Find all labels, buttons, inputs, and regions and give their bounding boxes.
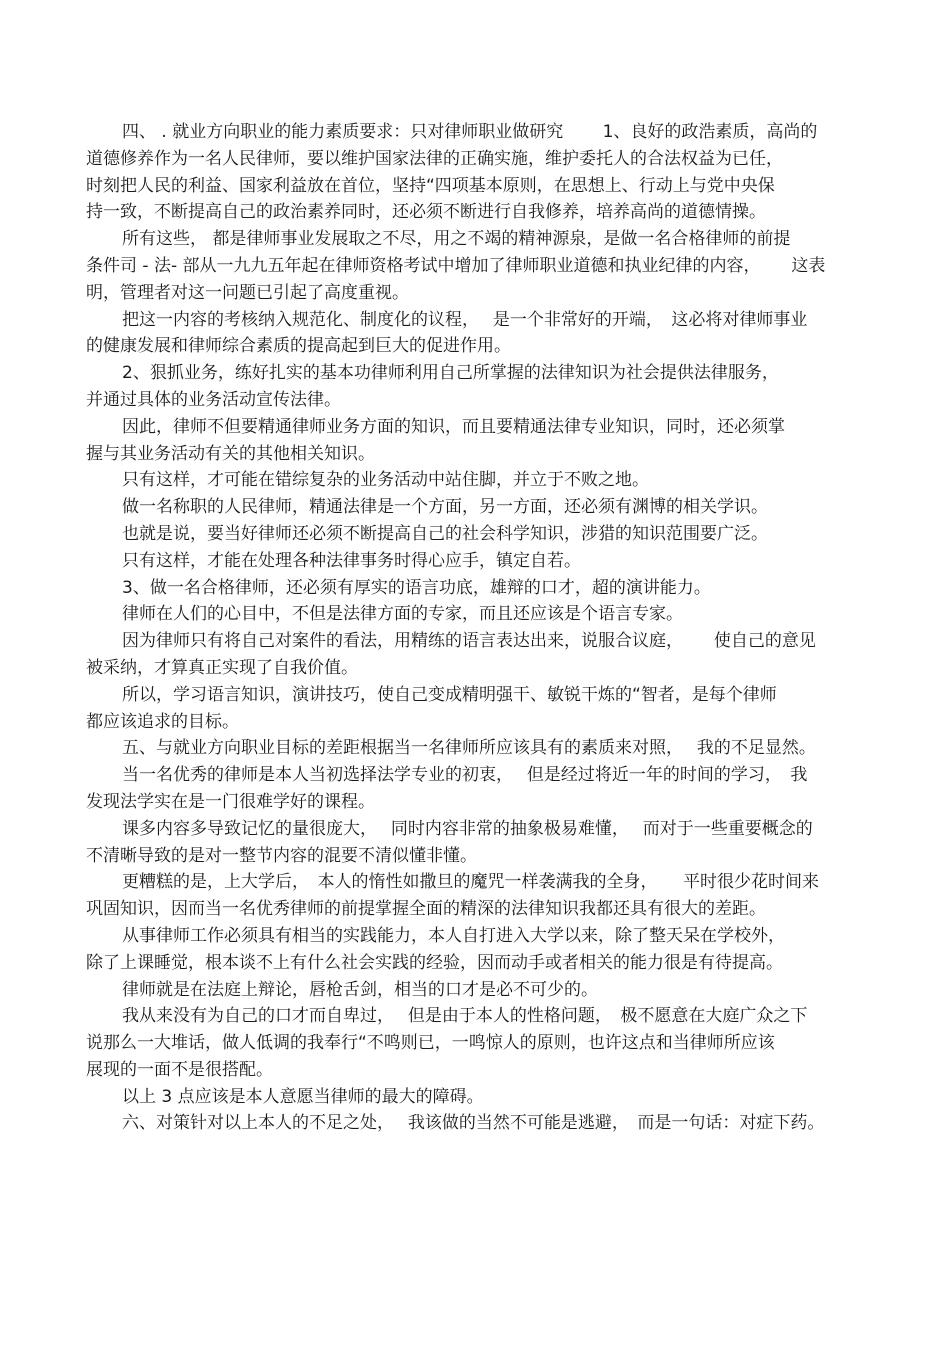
paragraph-line: 条件司 - 法- 部从一九九五年起在律师资格考试中增加了律师职业道德和执业纪律的内容， 这表 [86, 255, 826, 276]
paragraph-line: 时刻把人民的利益、国家利益放在首位，坚持“四项基本原则，在思想上、行动上与党中央保 [86, 175, 775, 196]
paragraph-line: 把这一内容的考核纳入规范化、制度化的议程， 是一个非常好的开端， 这必将对律师事业 [122, 309, 808, 330]
paragraph-line: 做一名称职的人民律师，精通法律是一个方面，另一方面，还必须有渊博的相关学识。 [122, 497, 768, 518]
paragraph-line: 课多内容多导致记忆的量很庞大， 同时内容非常的抽象极易难懂， 而对于一些重要概念的 [122, 818, 813, 839]
paragraph-line: 四、 . 就业方向职业的能力素质要求：只对律师职业做研究 1、良好的政浩素质，高尚的 [122, 122, 818, 142]
paragraph-line: 所有这些， 都是律师事业发展取之不尽，用之不竭的精神源泉，是做一名合格律师的前提 [122, 229, 791, 250]
paragraph-line: 六、对策针对以上本人的不足之处， 我该做的当然不可能是逃避， 而是一句话：对症下药。 [122, 1113, 825, 1134]
paragraph-line: 只有这样，才可能在错综复杂的业务活动中站住脚，并立于不败之地。 [122, 470, 649, 491]
paragraph-line: 不清晰导致的是对一整节内容的混要不清似懂非懂。 [86, 845, 477, 866]
document-body [86, 119, 876, 1137]
paragraph-line: 发现法学实在是一门很难学好的课程。 [86, 791, 375, 812]
paragraph-line: 所以，学习语言知识，演讲技巧，使自己变成精明强干、敏锐干炼的“智者，是每个律师 [122, 684, 777, 705]
paragraph-line: 更糟糕的是，上大学后， 本人的惰性如撒旦的魔咒一样袭满我的全身， 平时很少花时间来 [122, 872, 819, 893]
paragraph-line: 巩固知识，因而当一名优秀律师的前提掌握全面的精深的法律知识我都还具有很大的差距。 [86, 899, 766, 920]
paragraph-line: 展现的一面不是很搭配。 [86, 1059, 273, 1080]
paragraph-line: 除了上课睡觉，根本谈不上有什么社会实践的经验，因而动手或者相关的能力很是有待提高。 [86, 952, 783, 973]
paragraph-line: 因为律师只有将自己对案件的看法，用精练的语言表达出来，说服合议庭， 使自己的意见 [122, 631, 816, 652]
paragraph-line: 律师在人们的心目中，不但是法律方面的专家，而且还应该是个语言专家。 [122, 604, 683, 625]
paragraph-line: 律师就是在法庭上辩论，唇枪舌剑，相当的口才是必不可少的。 [122, 979, 598, 1000]
paragraph-line: 因此，律师不但要精通律师业务方面的知识，而且要精通法律专业知识，同时，还必须掌 [122, 416, 785, 437]
paragraph-line: 3、做一名合格律师，还必须有厚实的语言功底，雄辩的口才，超的演讲能力。 [122, 577, 711, 598]
paragraph-line: 被采纳，才算真正实现了自我价值。 [86, 657, 358, 678]
paragraph-line: 都应该追求的目标。 [86, 711, 239, 732]
paragraph-line: 也就是说，要当好律师还必须不断提高自己的社会科学知识，涉猎的知识范围要广泛。 [122, 523, 768, 544]
paragraph-line: 从事律师工作必须具有相当的实践能力，本人自打进入大学以来，除了整天呆在学校外， [122, 925, 785, 946]
paragraph-line: 只有这样，才能在处理各种法律事务时得心应手，镇定自若。 [122, 550, 581, 571]
paragraph-line: 道德修养作为一名人民律师，要以维护国家法律的正确实施，维护委托人的合法权益为已任， [86, 148, 783, 169]
paragraph-line: 握与其业务活动有关的其他相关知识。 [86, 443, 375, 464]
paragraph-line: 当一名优秀的律师是本人当初选择法学专业的初衷， 但是经过将近一年的时间的学习， 我 [122, 765, 808, 786]
paragraph-line: 2、狠抓业务，练好扎实的基本功律师利用自己所掌握的法律知识为社会提供法律服务， [122, 363, 779, 384]
paragraph-line: 以上 3 点应该是本人意愿当律师的最大的障碍。 [122, 1086, 484, 1107]
paragraph-line: 持一致，不断提高自己的政治素养同时，还必须不断进行自我修养，培养高尚的道德情操。 [86, 202, 766, 223]
paragraph-line: 说那么一大堆话，做人低调的我奉行“不鸣则已，一鸣惊人的原则，也许这点和当律师所应该 [86, 1033, 775, 1054]
paragraph-line: 我从来没有为自己的口才而自卑过， 但是由于本人的性格问题， 极不愿意在大庭广众之下 [122, 1006, 808, 1027]
paragraph-line: 明，管理者对这一问题已引起了高度重视。 [86, 282, 409, 303]
paragraph-line: 的健康发展和律师综合素质的提高起到巨大的促进作用。 [86, 336, 511, 357]
paragraph-line: 并通过具体的业务活动宣传法律。 [86, 389, 341, 410]
paragraph-line: 五、与就业方向职业目标的差距根据当一名律师所应该具有的素质来对照， 我的不足显然。 [122, 738, 816, 759]
